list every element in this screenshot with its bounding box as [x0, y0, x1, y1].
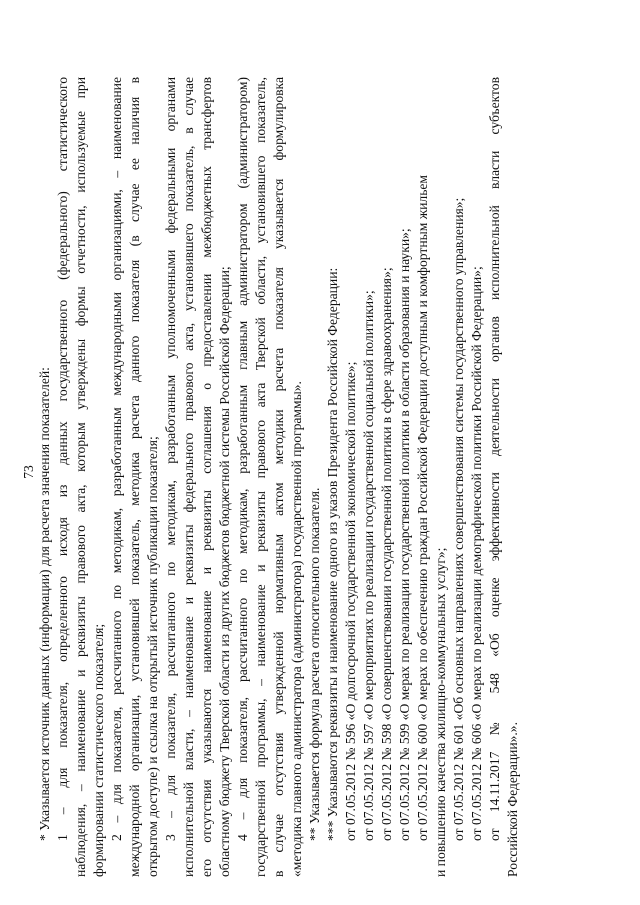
text-line: от 07.05.2012 № 601 «Об основных направлениях совершенствования системы государственного управления»; — [451, 197, 466, 841]
text-line: от 07.05.2012 № 598 «О совершенствовании государственной политики в сфере здравоохранения»; — [379, 267, 394, 841]
text-line: от 07.05.2012 № 596 «О долгосрочной государственной экономической политике»; — [343, 361, 358, 841]
text-line: исполнительной власти, – наименование и реквизиты федерального правового акта, установившего показатель, в случае — [181, 77, 196, 877]
text-line: от 07.05.2012 № 599 «О мерах по реализации государственной политики в области образования и науки»; — [397, 228, 412, 841]
text-line: 2 – для показателя, рассчитанного по методикам, разработанным международными организациями, – наименование — [109, 77, 124, 841]
text-line: формировании статистического показателя; — [91, 623, 106, 877]
page-number: 73 — [21, 465, 36, 479]
text-line: от 07.05.2012 № 600 «О мерах по обеспечению граждан Российской Федерации доступным и комфортным жильем — [415, 174, 430, 841]
text-line: «методика главного администратора (администратора) государственной программы». — [289, 381, 304, 877]
text-line: его отсутствия указываются наименование и реквизиты соглашения о предоставлении межбюджетных трансфертов — [199, 77, 214, 877]
text-line: от 14.11.2017 № 548 «Об оценке эффективности деятельности органов исполнительной власти субъектов — [487, 77, 502, 841]
text-line: областному бюджету Тверской области из других бюджетов бюджетной системы Российской Федерации; — [217, 266, 232, 877]
text-line: от 07.05.2012 № 606 «О мерах по реализации демографической политики Российской Федерации»; — [469, 266, 484, 841]
text-line: международной организации, установившей показатель, методика расчета данного показателя (в случае ее наличия в — [127, 77, 142, 877]
rotated-text-block — [20, 77, 520, 877]
text-line: от 07.05.2012 № 597 «О мероприятиях по реализации государственной социальной политики»; — [361, 290, 376, 841]
text-line: ** Указывается формула расчета относительного показателя. — [307, 487, 322, 841]
text-line: наблюдения, – наименование и реквизиты правового акта, которым утверждены формы отчетности, используемые при — [73, 77, 88, 877]
text-line: 4 – для показателя, рассчитанного по методикам, разработанным главным администратором (администратором) — [235, 77, 250, 841]
text-line: открытом доступе) и ссылка на открытый источник публикации показателя; — [145, 436, 160, 877]
text-line: государственной программы, – наименование и реквизиты правового акта Тверской области, установившего показатель, — [253, 77, 268, 877]
text-line: 3 – для показателя, рассчитанного по методикам, разработанным уполномоченными федеральными органами — [163, 77, 178, 841]
text-line: *** Указываются реквизиты и наименование одного из указов Президента Российской Федерации: — [325, 267, 340, 841]
text-line: и повышению качества жилищно-коммунальных услуг»; — [433, 547, 448, 877]
text-line: * Указывается источник данных (информации) для расчета значения показателей: — [37, 367, 52, 841]
text-line: 1 – для показателя, определенного исходя из данных государственного (федерального) статистического — [55, 77, 70, 841]
footnotes-body — [36, 77, 522, 877]
text-line: Российской Федерации».». — [505, 722, 520, 877]
text-line: в случае отсутствия утвержденной нормативным актом методики расчета показателя указывается формулировка — [271, 77, 286, 877]
